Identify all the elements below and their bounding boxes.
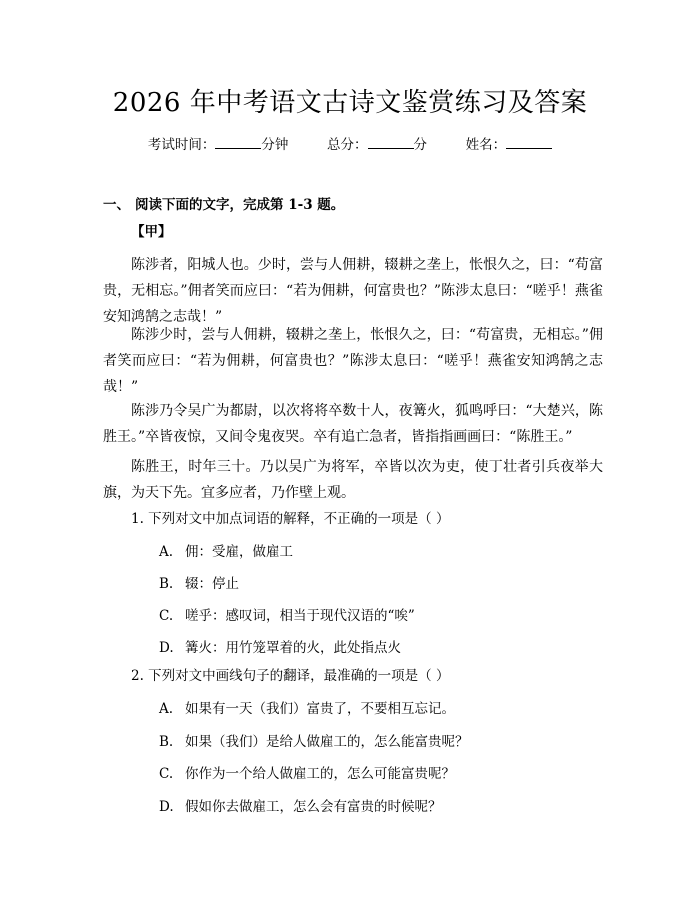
score-unit: 分 (413, 137, 427, 153)
passage-paragraph: 陈涉乃令吴广为都尉，以次将将卒数十人，夜篝火，狐鸣呼曰：“大楚兴，陈胜王。”卒皆夜惊，又间令鬼夜哭。卒有追亡急者，皆指指画画曰：“陈胜王。” (103, 403, 603, 445)
question-1-option-c[interactable] (159, 604, 415, 624)
passage-tag: 【甲】 (131, 224, 172, 240)
name-blank (506, 137, 552, 149)
question-2-option-c[interactable] (159, 762, 455, 782)
time-label: 考试时间： (147, 137, 216, 153)
question-2-option-a[interactable] (159, 697, 455, 717)
option-text: 嗟乎：感叹词，相当于现代汉语的“唉” (185, 608, 415, 624)
option-key: B. (159, 734, 174, 750)
page-title: 2026 年中考语文古诗文鉴赏练习及答案 (112, 88, 588, 118)
option-text: 篝火：用竹笼罩着的火，此处指点火 (185, 640, 401, 656)
section-instruction: 阅读下面的文字，完成第 1-3 题。 (135, 197, 345, 213)
passage-paragraph: 陈胜王，时年三十。乃以吴广为将军，卒皆以次为吏，使丁壮者引兵夜举大旗，为天下先。宜多应者，乃作壁上观。 (103, 459, 603, 501)
option-key: D. (159, 799, 174, 815)
question-1-option-b[interactable] (159, 572, 239, 592)
section-number: 一、 (103, 197, 130, 213)
time-blank (215, 137, 261, 149)
score-blank (368, 137, 414, 149)
option-key: A. (159, 701, 174, 717)
option-text: 你作为一个给人做雇工的，怎么可能富贵呢？ (185, 766, 455, 782)
passage-paragraph: 陈涉者，阳城人也。少时，尝与人佣耕，辍耕之垄上，怅恨久之，曰：“苟富贵，无相忘。”佣者笑而应曰：“若为佣耕，何富贵也？”陈涉太息曰：“嗟乎！燕雀安知鸿鹄之志哉！” (103, 257, 603, 325)
score-label: 总分： (327, 137, 368, 153)
option-key: C. (159, 608, 174, 624)
option-text: 如果有一天（我们）富贵了，不要相互忘记。 (185, 701, 455, 717)
option-text: 佣：受雇，做雇工 (185, 544, 293, 560)
question-1-option-d[interactable] (159, 636, 401, 656)
question-2-stem: 2. 下列对文中画线句子的翻译，最准确的一项是（ ） (131, 668, 450, 684)
option-text: 辍：停止 (185, 576, 239, 592)
question-2-option-b[interactable] (159, 730, 469, 750)
option-key: B. (159, 576, 174, 592)
question-2-option-d[interactable] (159, 795, 442, 815)
option-text: 假如你去做雇工，怎么会有富贵的时候呢？ (185, 799, 442, 815)
section-heading (103, 193, 344, 213)
option-key: D. (159, 640, 174, 656)
exam-info (0, 133, 700, 153)
question-1-option-a[interactable] (159, 540, 293, 560)
question-1-stem: 1. 下列对文中加点词语的解释，不正确的一项是（ ） (131, 511, 450, 527)
time-unit: 分钟 (261, 137, 289, 153)
option-key: A. (159, 544, 174, 560)
option-key: C. (159, 766, 174, 782)
passage-paragraph: 陈涉少时，尝与人佣耕，辍耕之垄上，怅恨久之，曰：“苟富贵，无相忘。”佣者笑而应曰：“若为佣耕，何富贵也？”陈涉太息曰：“嗟乎！燕雀安知鸿鹄之志哉！” (103, 327, 603, 395)
name-label: 姓名： (465, 137, 507, 153)
option-text: 如果（我们）是给人做雇工的，怎么能富贵呢？ (185, 734, 469, 750)
